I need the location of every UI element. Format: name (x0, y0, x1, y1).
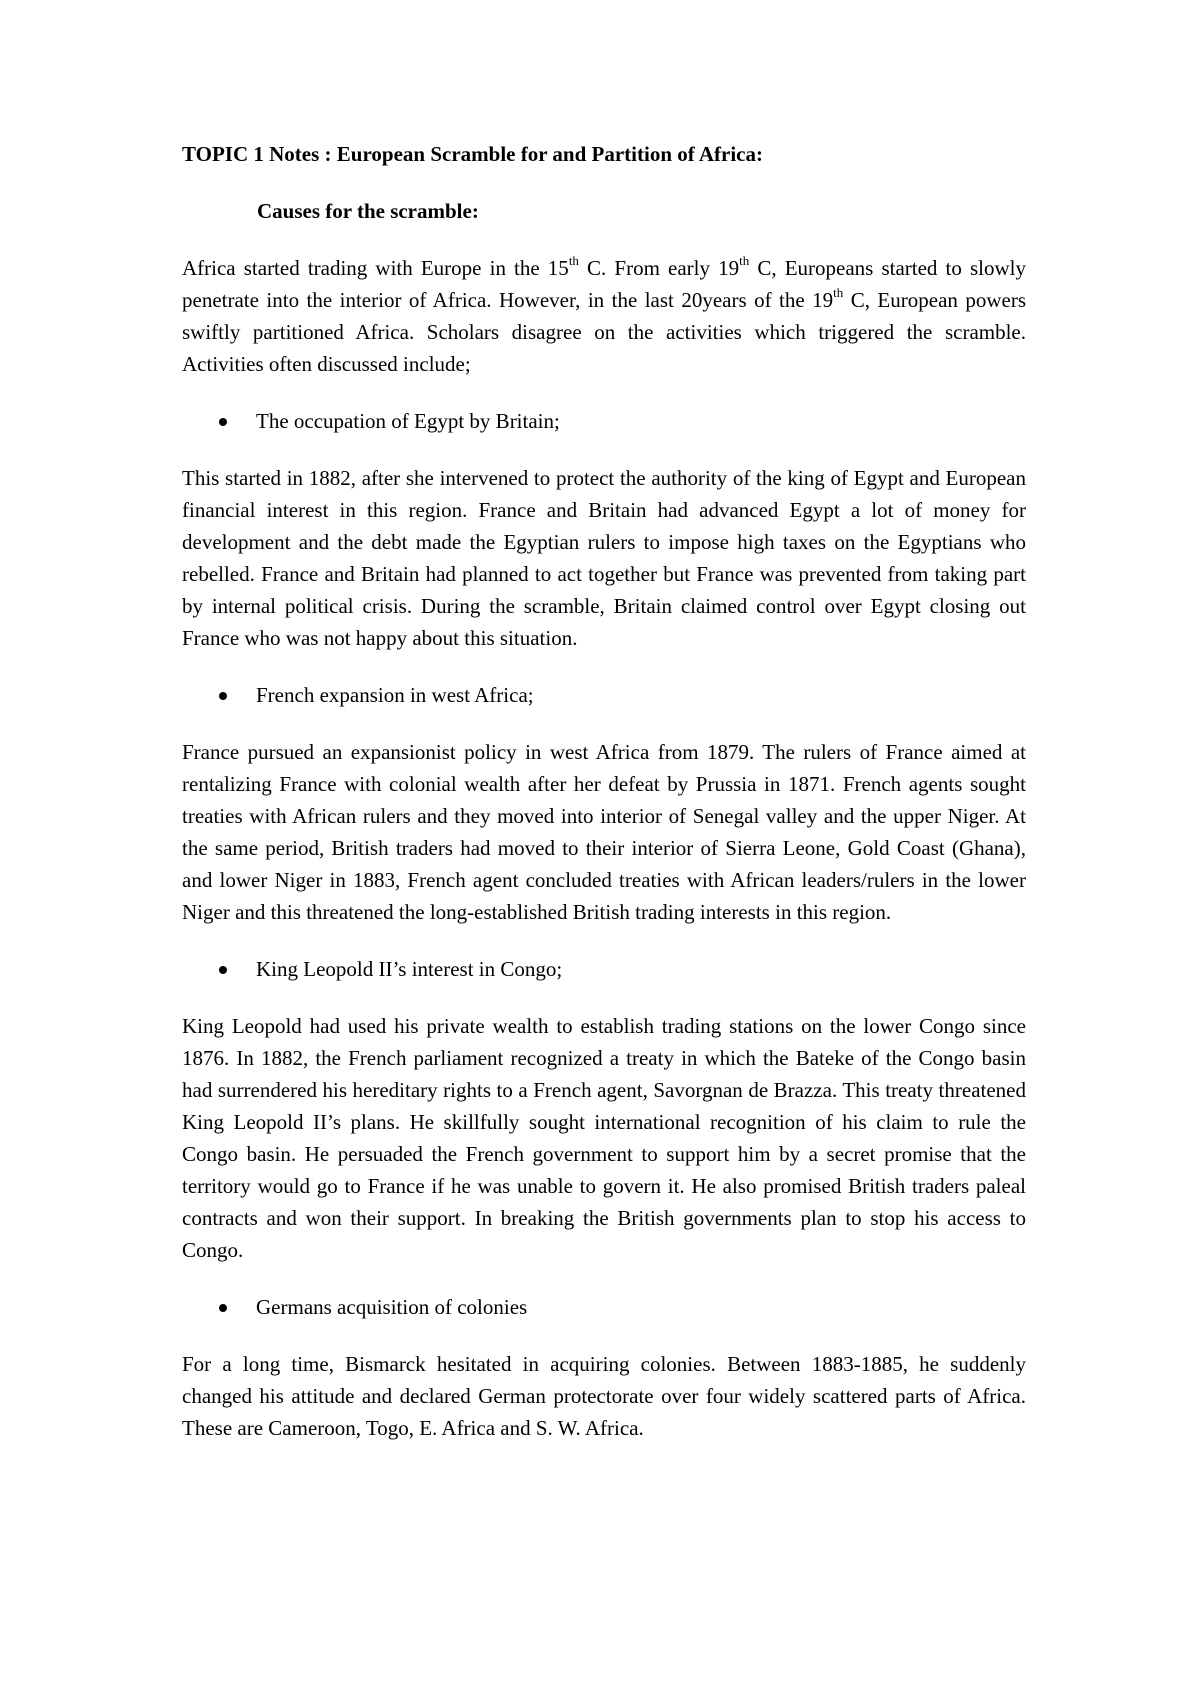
page-title: TOPIC 1 Notes : European Scramble for and Partition of Africa: (182, 142, 763, 166)
intro-paragraph (182, 252, 1026, 380)
intro-sup-c: th (833, 285, 844, 300)
paragraph-germany: For a long time, Bismarck hesitated in acquiring colonies. Between 1883-1885, he suddenly changed his attitude and declared German protectorate over four widely scattered parts of Africa. These are Cameroon, Togo, E. Africa and S. W. Africa. (182, 1352, 1026, 1440)
paragraph-french-expansion: France pursued an expansionist policy in west Africa from 1879. The rulers of France aimed at rentalizing France with colonial wealth after her defeat by Prussia in 1871. French agents sought treaties with African rulers and they moved into interior of Senegal valley and the upper Niger. At the same period, British traders had moved to their interior of Sierra Leone, Gold Coast (Ghana), and lower Niger in 1883, French agent concluded treaties with African leaders/rulers in the lower Niger and this threatened the long-established British trading interests in this region. (182, 740, 1026, 924)
section-subtitle: Causes for the scramble: (257, 199, 479, 223)
bullet-heading: The occupation of Egypt by Britain; (256, 409, 560, 433)
bullet-heading: French expansion in west Africa; (256, 683, 534, 707)
paragraph-leopold: King Leopold had used his private wealth to establish trading stations on the lower Congo since 1876. In 1882, the French parliament recognized a treaty in which the Bateke of the Congo basin had surrendered his hereditary rights to a French agent, Savorgnan de Brazza. This treaty threatened King Leopold II’s plans. He skillfully sought international recognition of his claim to rule the Congo basin. He persuaded the French government to support him by a secret promise that the territory would go to France if he was unable to govern it. He also promised British traders paleal contracts and won their support. In breaking the British governments plan to stop his access to Congo. (182, 1014, 1026, 1262)
paragraph-egypt: This started in 1882, after she intervened to protect the authority of the king of Egypt and European financial interest in this region. France and Britain had advanced Egypt a lot of money for development and the debt made the Egyptian rulers to impose high taxes on the Egyptians who rebelled. France and Britain had planned to act together but France was prevented from taking part by internal political crisis. During the scramble, Britain claimed control over Egypt closing out France who was not happy about this situation. (182, 466, 1026, 650)
bullet-heading: King Leopold II’s interest in Congo; (256, 957, 563, 981)
intro-text-d: C, European powers swiftly partitioned Africa. Scholars disagree on the activities which triggered the scramble. Activities often discussed include; (182, 288, 1026, 376)
bullet-icon (219, 1304, 227, 1312)
intro-text-b: C. From early 19 (578, 256, 740, 280)
intro-sup-b: th (739, 253, 750, 268)
intro-sup-a: th (568, 253, 579, 268)
document-page (182, 138, 1026, 1469)
bullet-icon (219, 966, 227, 974)
bullet-icon (219, 692, 227, 700)
bullet-icon (219, 418, 227, 426)
bullet-leopold (182, 953, 1026, 985)
intro-text-a: Africa started trading with Europe in the 15 (182, 256, 569, 280)
bullet-egypt (182, 405, 1026, 437)
bullet-french-expansion (182, 679, 1026, 711)
bullet-germany (182, 1291, 1026, 1323)
bullet-heading: Germans acquisition of colonies (256, 1295, 528, 1319)
intro-text-c: C, Europeans started to slowly penetrate into the interior of Africa. However, in the last 20years of the 19 (182, 256, 1026, 312)
